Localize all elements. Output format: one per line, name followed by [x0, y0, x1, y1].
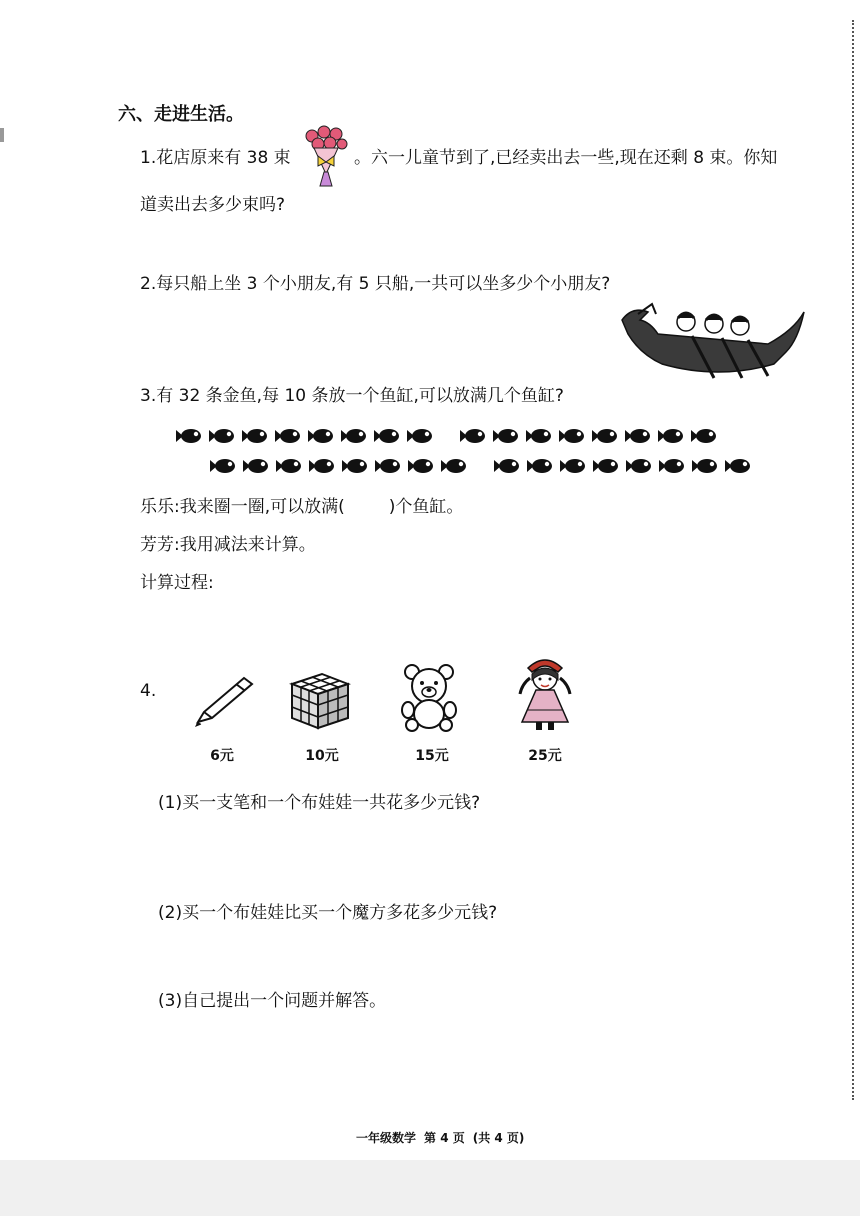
- goldfish-icon: [592, 429, 617, 443]
- goldfish-icon: [275, 429, 300, 443]
- goldfish-icon: [176, 429, 201, 443]
- rubiks-cube-icon: [286, 668, 352, 732]
- goldfish-icon: [210, 459, 235, 473]
- goldfish-icon: [692, 459, 717, 473]
- goldfish-icon: [493, 429, 518, 443]
- rubiks-cube-price: 10元: [305, 748, 339, 764]
- goldfish-icon: [375, 459, 400, 473]
- footer-page: 第 4 页: [424, 1131, 465, 1145]
- page-footer: [352, 1129, 528, 1146]
- goldfish-icon: [625, 429, 650, 443]
- goldfish-icon: [494, 459, 519, 473]
- goldfish-icon: [527, 459, 552, 473]
- goldfish-icon: [593, 459, 618, 473]
- goldfish-icon: [441, 459, 466, 473]
- goldfish-icon: [309, 459, 334, 473]
- dragon-boat-icon: [618, 300, 810, 382]
- q3-fangfang: 芳芳:我用减法来计算。: [140, 535, 316, 555]
- goldfish-icon: [659, 459, 684, 473]
- doll-price: 25元: [528, 748, 562, 764]
- goldfish-icon: [691, 429, 716, 443]
- binding-mark: [0, 128, 4, 142]
- goldfish-icon: [725, 459, 750, 473]
- goldfish-icon: [460, 429, 485, 443]
- doll-icon: [514, 654, 576, 732]
- q3-lele-text: 乐乐:我来圈一圈,可以放满(: [140, 497, 345, 517]
- q4-sub2: (2)买一个布娃娃比买一个魔方多花多少元钱?: [158, 903, 498, 923]
- teddy-bear-price: 15元: [415, 748, 449, 764]
- flower-bouquet-icon: [302, 124, 352, 188]
- goldfish-icon: [341, 429, 366, 443]
- q3-lele-text-end: )个鱼缸。: [388, 497, 464, 517]
- goldfish-group: [170, 420, 760, 484]
- goldfish-icon: [658, 429, 683, 443]
- footer-total: (共 4 页): [472, 1131, 525, 1145]
- footer-subject: 一年级数学: [356, 1131, 417, 1145]
- goldfish-icon: [374, 429, 399, 443]
- goldfish-icon: [342, 459, 367, 473]
- goldfish-icon: [526, 429, 551, 443]
- section-title: 六、走进生活。: [118, 104, 244, 125]
- goldfish-icon: [559, 429, 584, 443]
- goldfish-icon: [209, 429, 234, 443]
- q1-text-line2: 道卖出去多少束吗?: [140, 195, 286, 215]
- q2-text: 2.每只船上坐 3 个小朋友,有 5 只船,一共可以坐多少个小朋友?: [140, 274, 611, 294]
- teddy-bear-icon: [398, 662, 460, 732]
- goldfish-icon: [560, 459, 585, 473]
- q1-text-part1: 1.花店原来有 38 束: [140, 148, 291, 168]
- goldfish-icon: [243, 459, 268, 473]
- goldfish-icon: [408, 459, 433, 473]
- q4-sub1: (1)买一支笔和一个布娃娃一共花多少元钱?: [158, 793, 481, 813]
- goldfish-icon: [308, 429, 333, 443]
- scan-bottom-strip: [0, 1160, 860, 1216]
- q1-text-part2: 。六一儿童节到了,已经卖出去一些,现在还剩 8 束。你知: [354, 148, 778, 168]
- q3-process-label: 计算过程:: [140, 573, 214, 593]
- goldfish-icon: [242, 429, 267, 443]
- q3-text: 3.有 32 条金鱼,每 10 条放一个鱼缸,可以放满几个鱼缸?: [140, 386, 564, 406]
- goldfish-icon: [626, 459, 651, 473]
- q3-lele-answer: [140, 496, 463, 518]
- q4-sub3: (3)自己提出一个问题并解答。: [158, 991, 387, 1011]
- q4-number: 4.: [140, 681, 157, 701]
- goldfish-icon: [407, 429, 432, 443]
- cut-line: [852, 20, 854, 1100]
- pen-price: 6元: [210, 748, 234, 764]
- goldfish-icon: [276, 459, 301, 473]
- pen-icon: [192, 672, 256, 728]
